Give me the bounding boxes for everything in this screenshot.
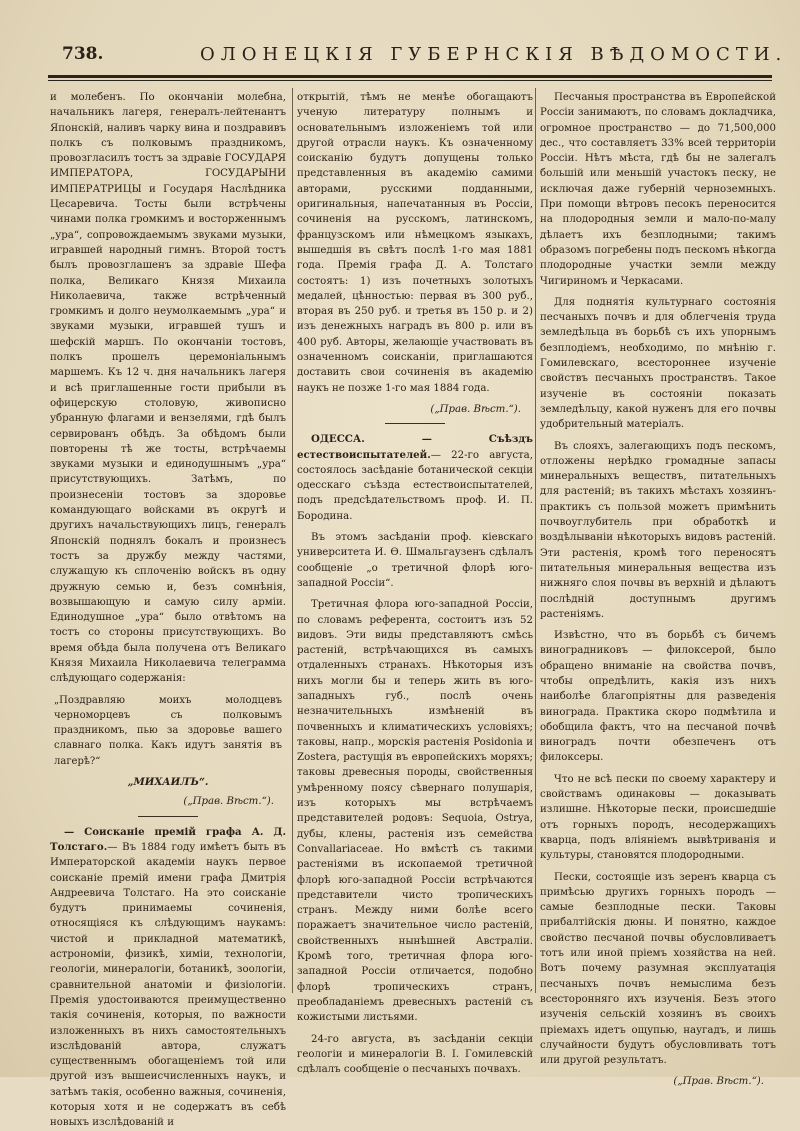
column-left: [50, 90, 286, 1129]
article-text: — 22-го августа, состоялось засѣданіе ботанической секціи одесскаго съѣзда естествоиспытателей, подъ предсѣдательствомъ проф. И. П. Бородина.: [297, 449, 533, 522]
telegram-signature: „МИХАИЛЪ“.: [127, 776, 209, 789]
section-separator: [385, 423, 445, 424]
column-middle: [297, 90, 533, 1076]
paragraph: 24-го августа, въ засѣданіи секціи геологіи и минералогіи В. І. Гомилевскій сдѣлалъ сообщеніе о песчаныхъ почвахъ.: [297, 1033, 533, 1076]
column-divider: [292, 88, 293, 993]
paragraph: Что не всѣ пески по своему характеру и свойствамъ одинаковы — доказывать излишне. Нѣкоторые пески, происшедшіе отъ горныхъ породъ, несодержащихъ кварца, подъ вліяніемъ вывѣтриванія и культуры, становятся плодородными.: [540, 773, 776, 862]
page-header: [40, 36, 788, 66]
header-rule: [48, 75, 772, 78]
paragraph: и молебенъ. По окончаніи молебна, начальникъ лагеря, генералъ-лейтенантъ Японскій, наливъ чарку вина и поздравивъ полкъ съ полковымъ праздникомъ, провозгласилъ тостъ за здравіе ГОСУДАРЯ ИМПЕРАТОРА, ГОСУДАРЫНИ ИМПЕРАТРИЦЫ и Государя Наслѣдника Цесаревича. Тосты были встрѣчены чинами полка громкимъ и восторженнымъ „ура“, сопровождаемымъ звуками музыки, игравшей народный гимнъ. Второй тостъ былъ провозглашенъ за здравіе Шефа полка, Великаго Князя Михаила Николаевича, также встрѣченный громкимъ и долго неумолкаемымъ „ура“ и звуками музыки, игравшей тушъ и шефскій маршъ. По окончаніи тостовъ, полкъ прошелъ церемоніальнымъ маршемъ. Къ 12 ч. дня начальникъ лагеря и всѣ приглашенные гости прибыли въ офицерскую столовую, живописно убранную флагами и вензелями, гдѣ былъ сервированъ обѣдъ. За обѣдомъ были повторены тѣ же тосты, встрѣчаемы звуками музыки и единодушнымъ „ура“ присутствующихъ. Затѣмъ, по произнесеніи тостовъ за здоровье командующаго войсками въ округѣ и другихъ начальствующихъ лицъ, генералъ Японскій поднялъ бокалъ и произнесъ тостъ за дружбу между частями, служащую къ сплоченію войскъ въ одну дружную семью и, безъ сомнѣнія, возвышающую и самую силу арміи. Единодушное „ура“ было отвѣтомъ на тостъ со стороны присутствующихъ. Во время обѣда была получена отъ Великаго Князя Михаила Николаевича телеграмма слѣдующаго содержанія:: [50, 92, 286, 685]
paragraph: открытій, тѣмъ не менѣе обогащаютъ ученую литературу полнымъ и основательнымъ изложеніемъ той или другой отрасли наукъ. Къ означенному соисканію будутъ допущены только представленныя въ академію самими авторами, русскими подданными, оригинальныя, напечатанныя въ Россіи, сочиненія на русскомъ, латинскомъ, французскомъ или нѣмецкомъ языкахъ, вышедшія въ свѣтъ послѣ 1-го мая 1881 года. Премія графа Д. А. Толстаго состоятъ: 1) изъ почетныхъ золотыхъ медалей, цѣнностью: первая въ 300 руб., вторая въ 250 руб. и третья въ 150 р. и 2) изъ денежныхъ наградъ въ 800 р. или въ 400 руб. Авторы, желающіе участвовать въ означенномъ соисканіи, приглашаются доставить свои сочиненія въ академію наукъ не позже 1-го мая 1884 года.: [297, 92, 533, 394]
paragraph: Извѣстно, что въ борьбѣ съ бичемъ виноградниковъ — филоксерой, было обращено вниманіе на свойства почвъ, чтобы опредѣлить, какія изъ нихъ наиболѣе благопріятны для разведенія винограда. Практика скоро подмѣтила и обобщила фактъ, что на песчаной почвѣ виноградъ почти обезпеченъ отъ филоксеры.: [540, 630, 776, 764]
paragraph: Песчаныя пространства въ Европейской Россіи занимаютъ, по словамъ докладчика, огромное пространство — до 71,500,000 дес., что составляетъ 33% всей территоріи Россіи. Нѣтъ мѣста, гдѣ бы не залегалъ большій или меньшій участокъ песку, не исключая даже губерній черноземныхъ. При помощи вѣтровъ песокъ переносится на плодородныя земли и мало-по-малу дѣлаетъ ихъ безплодными; такимъ образомъ погребены подъ пескомъ нѣкогда плодородные участки земли между Чигириномъ и Черкасами.: [540, 92, 777, 287]
source-citation: („Прав. Вѣст.“).: [183, 796, 274, 808]
page-number: 738.: [62, 44, 104, 64]
telegram-quote: „Поздравляю моихъ молодцевъ черноморцевъ съ полковымъ праздникомъ, пью за здоровье вашего славнаго полка. Какъ идутъ занятія въ лагерѣ?“: [54, 694, 282, 767]
source-citation: („Прав. Вѣст.“).: [430, 403, 521, 415]
paragraph: Въ слояхъ, залегающихъ подъ пескомъ, отложены нерѣдко громадные запасы минеральныхъ веществъ, питательныхъ для растеній; въ такихъ мѣстахъ хозяинъ-практикъ съ пользой можетъ примѣнить почвоуглубитель при обработкѣ и воздѣлываніи нѣкоторыхъ видовъ растеній. Эти растенія, кромѣ того переносятъ питательныя минеральныя вещества изъ нижняго слоя почвы въ верхній и дѣлаютъ послѣдній доступнымъ другимъ растеніямъ.: [540, 440, 776, 620]
header-rule-thin: [48, 80, 772, 81]
column-right: [540, 90, 777, 1088]
paragraph: Въ этомъ засѣданіи проф. кіевскаго университета И. Ѳ. Шмальгаузенъ сдѣлалъ сообщеніе „о третичной флорѣ юго-западной Россіи“.: [297, 532, 533, 589]
article-heading: ОДЕССА. — Съѣздъ естествоиспытателей.: [297, 433, 533, 461]
journal-title: ОЛОНЕЦКІЯ ГУБЕРНСКІЯ ВѢДОМОСТИ.: [200, 44, 788, 65]
paragraph: Третичная флора юго-западной Россіи, по словамъ референта, состоитъ изъ 52 видовъ. Эти виды представляютъ смѣсь растеній, встрѣчающихся въ самыхъ отдаленныхъ странахъ. Нѣкоторыя изъ нихъ могли бы и теперь жить въ юго-западныхъ губ., послѣ очень незначительныхъ измѣненій въ почвенныхъ и климатическихъ условіяхъ; таковы, напр., морскія растенія Posidonia и Zostera, растущія въ европейскихъ моряхъ; таковы древесныя породы, свойственныя умѣренному поясу сѣвернаго полушарія, изъ которыхъ мы встрѣчаемъ представителей родовъ: Sequoia, Ostrya, дубы, клены, растенія изъ семейства Convallariaceae. Но вмѣстѣ съ такими растеніями въ ископаемой третичной флорѣ юго-западной Россіи встрѣчаются представители чисто тропическихъ странъ. Между ними болѣе всего поражаетъ значительное число растеній, свойственныхъ нынѣшней Австраліи. Кромѣ того, третичная флора юго-западной Россіи отличается, подобно флорѣ тропическихъ странъ, преобладаніемъ древесныхъ растеній съ кожистыми листьями.: [297, 599, 533, 1024]
article-heading: — Соисканіе премій графа А. Д. Толстаго.: [50, 825, 286, 853]
source-citation: („Прав. Вѣст.“).: [673, 1076, 764, 1088]
paragraph: Пески, состоящіе изъ зеренъ кварца съ примѣсью другихъ горныхъ породъ — самые безплодные пески. Таковы прибалтійскія дюны. И понятно, каждое свойство песчаной почвы обусловливаетъ тотъ или иной пріемъ хозяйства на ней. Вотъ почему разумная эксплуатація песчаныхъ почвъ немыслима безъ всесторонняго ихъ изученія. Безъ этого изученія сельскій хозяинъ въ своихъ пріемахъ идетъ ощупью, наугадъ, и лишь случайности будутъ обусловливать тотъ или другой результатъ.: [540, 871, 776, 1067]
section-separator: [138, 816, 198, 817]
article-text: — Въ 1884 году имѣетъ быть въ Императорской академіи наукъ первое соисканіе премій имени графа Дмитрія Андреевича Толстаго. На это соисканіе будутъ принимаемы сочиненія, относящіяся къ слѣдующимъ наукамъ: чистой и прикладной математикѣ, астрономіи, физикѣ, химіи, технологіи, геологіи, минералогіи, ботаникѣ, зоологіи, сравнительной анатоміи и физіологіи. Премія удостоиваются преимущественно такія сочиненія, которыя, по важности изложенныхъ въ нихъ самостоятельныхъ изслѣдованій автора, служатъ существеннымъ обогащеніемъ той или другой изъ вышеисчисленныхъ наукъ, и затѣмъ такія, особенно важныя, сочиненія, которыя хотя и не содержатъ въ себѣ новыхъ изслѣдованій и: [50, 841, 286, 1129]
column-divider: [535, 88, 536, 993]
paragraph: Для поднятія культурнаго состоянія песчаныхъ почвъ и для облегченія труда земледѣльца въ борьбѣ съ ихъ упорнымъ безплодіемъ, необходимо, по мнѣнію г. Гомилевскаго, всестороннее изученіе свойствъ песчаныхъ пространствъ. Такое изученіе въ состояніи показать земледѣльцу, какой нуженъ для его почвы удобрительный матеріалъ.: [540, 296, 776, 431]
